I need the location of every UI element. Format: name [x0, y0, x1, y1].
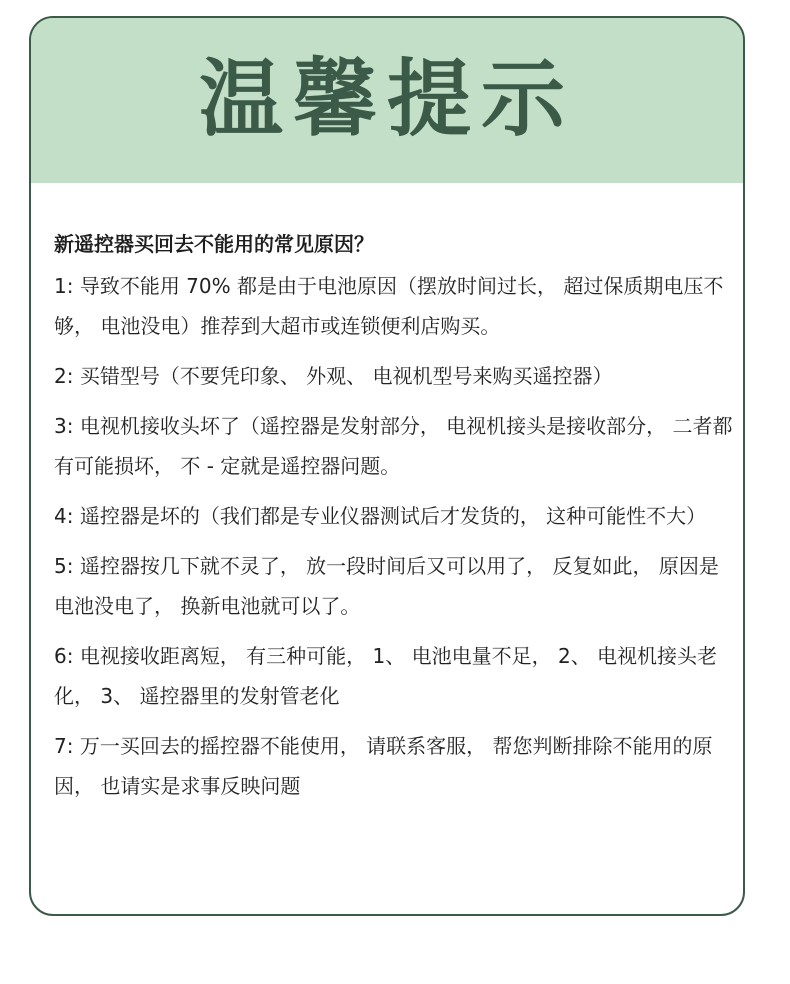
card-header [31, 18, 743, 183]
notice-body [54, 224, 734, 816]
notice-title: 温馨提示 [198, 49, 575, 148]
notice-item-5: 5: 遥控器按几下就不灵了， 放一段时间后又可以用了， 反复如此， 原因是电池没电了， 换新电池就可以了。 [54, 554, 719, 618]
notice-item-1: 1: 导致不能用 70% 都是由于电池原因（摆放时间过长， 超过保质期电压不够， 电池没电）推荐到大超市或连锁便利店购买。 [54, 274, 724, 338]
notice-item-2: 2: 买错型号（不要凭印象、 外观、 电视机型号来购买遥控器） [54, 364, 613, 388]
notice-item-7: 7: 万一买回去的摇控器不能使用， 请联系客服， 帮您判断排除不能用的原因， 也请实是求事反映问题 [54, 734, 713, 798]
notice-item-4: 4: 遥控器是坏的（我们都是专业仪器测试后才发货的， 这种可能性不大） [54, 504, 707, 528]
notice-card [29, 16, 745, 916]
notice-question: 新遥控器买回去不能用的常见原因？ [54, 232, 374, 256]
notice-item-3: 3: 电视机接收头坏了（遥控器是发射部分， 电视机接头是接收部分， 二者都有可能损坏， 不 - 定就是遥控器问题。 [54, 414, 733, 478]
notice-item-6: 6: 电视接收距离短， 有三种可能， 1、 电池电量不足， 2、 电视机接头老化， 3、 遥控器里的发射管老化 [54, 644, 718, 708]
